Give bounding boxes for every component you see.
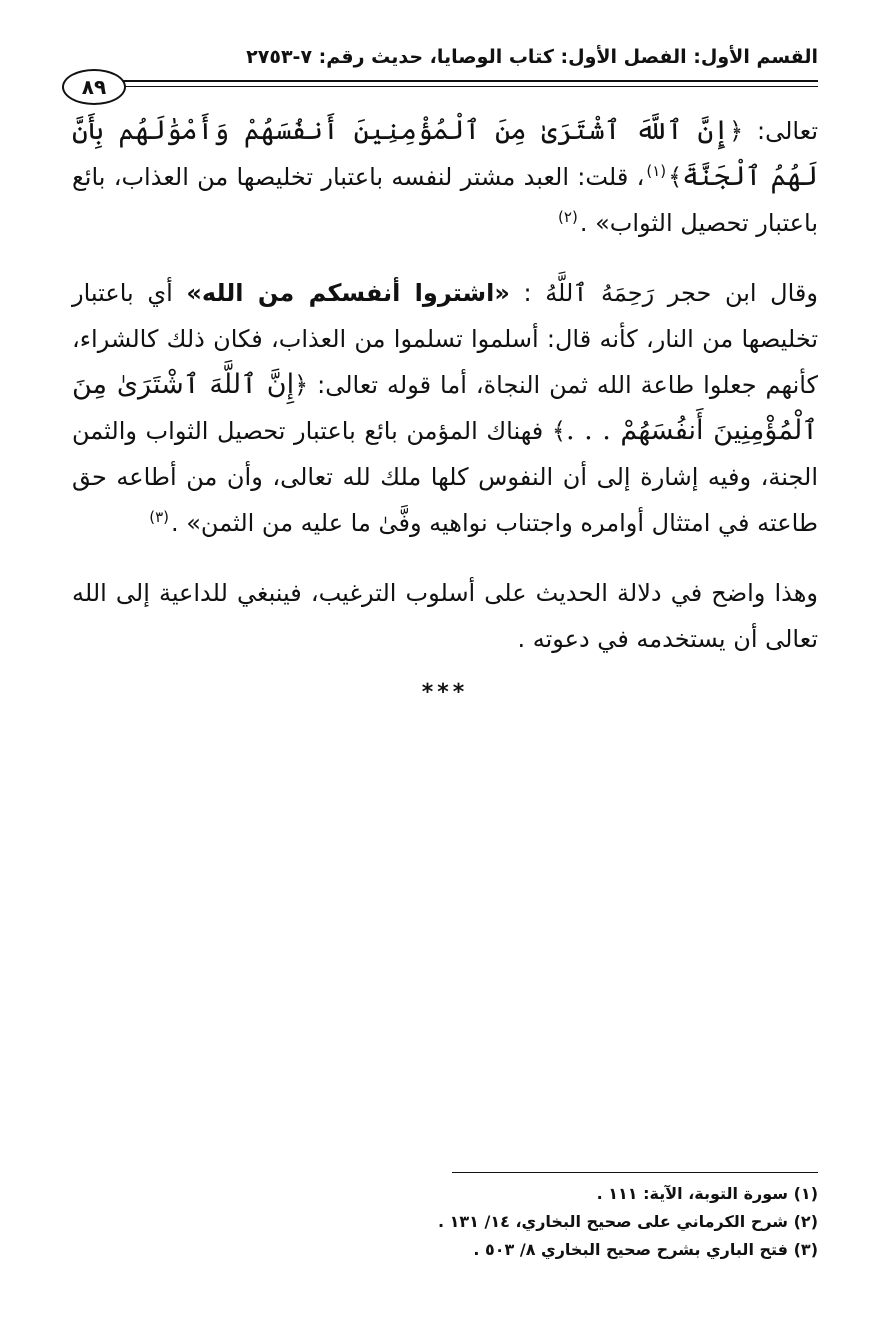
footnotes: [300, 1180, 818, 1264]
paragraph-2-text-a: أي باعتبار تخليصها من النار، كأنه قال: أسلموا تسلموا من العذاب، فكان ذلك كالشراء، كأنهم جعلوا طاعة الله ثمن النجاة، أما قوله تعالى:: [72, 279, 818, 399]
paragraph-2-lead: وقال ابن حجر رَحِمَهُ ٱللَّهُ :: [509, 279, 818, 307]
quran-ornament-close: ﴾: [668, 163, 683, 191]
running-header: القسم الأول: الفصل الأول: كتاب الوصايا، حديث رقم: ٧-٢٧٥٣: [246, 46, 818, 68]
paragraph-3: [72, 570, 818, 662]
quran-ornament-open: ﴿: [294, 371, 309, 399]
quran-ornament-open: ﴿: [729, 117, 744, 145]
footnote-1: (١) سورة التوبة، الآية: ١١١ .: [596, 1184, 818, 1203]
section-separator: ***: [421, 680, 469, 705]
header-rule-thin: [118, 86, 818, 87]
footnote-ref-3[interactable]: (٣): [149, 508, 169, 526]
main-text: [72, 108, 818, 686]
footnote-rule: [452, 1172, 818, 1173]
paragraph-1-text: ، قلت: العبد مشتر لنفسه باعتبار تخليصها من العذاب، بائع باعتبار تحصيل الثواب» .: [72, 163, 818, 237]
footnote-ref-1[interactable]: (١): [646, 162, 667, 180]
quran-ornament-close: ﴾: [551, 417, 566, 445]
page-number: ٨٩: [62, 69, 126, 105]
footnote-ref-2[interactable]: (٢): [558, 208, 578, 226]
paragraph-3-text: وهذا واضح في دلالة الحديث على أسلوب الترغيب، فينبغي للداعية إلى الله تعالى أن يستخدمه في دعوته .: [72, 579, 818, 653]
paragraph-2-text-b: فهناك المؤمن بائع باعتبار تحصيل الثواب والثمن الجنة، وفيه إشارة إلى أن النفوس كلها ملك لله تعالى، وأن من أطاعه حق طاعته في امتثال أوامره واجتناب نواهيه وفَّىٰ ما عليه من الثمن» .: [72, 417, 818, 537]
hadith-quote: «اشتروا أنفسكم من الله»: [186, 279, 510, 307]
header-rule: [118, 80, 818, 82]
paragraph-1-lead: تعالى:: [743, 117, 818, 145]
footnote-3: (٣) فتح الباري بشرح صحيح البخاري ٨/ ٥٠٣ .: [473, 1240, 818, 1259]
paragraph-2: [72, 270, 818, 546]
quran-verse: إِنَّ ٱللَّهَ ٱشْتَرَىٰ مِنَ ٱلْمُؤْمِنِينَ أَنفُسَهُمْ وَأَمْوَٰلَهُم بِأَنَّ لَهُمُ ٱلْجَنَّةَ: [72, 115, 818, 192]
quran-verse: إِنَّ ٱللَّهَ ٱشْتَرَىٰ مِنَ ٱلْمُؤْمِنِينَ أَنفُسَهُمْ . . .: [72, 369, 819, 446]
paragraph-1: [72, 108, 818, 246]
footnote-2: (٢) شرح الكرماني على صحيح البخاري، ١٤/ ١٣١ .: [437, 1212, 818, 1231]
